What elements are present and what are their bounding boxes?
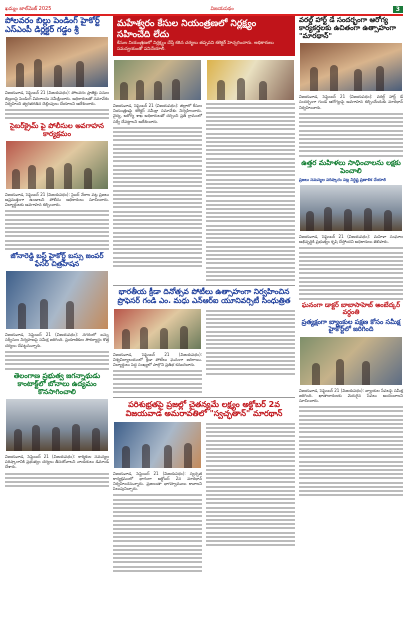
- article-cybercrime: విజయవాడ, సెప్టెంబర్ 21 (విజయపథం): సైబర్ నేరాల పట్ల ప్రజలు అప్రమత్తంగా ఉండాలని పోలీసు అధికారులు సూచించారు. విద్యార్థులకు అవగాహన కల్పించారు.: [5, 191, 109, 208]
- caption-women: ప్రజలు సమస్యల పరిష్కారం పట్ల నిర్ధిష్ట ప్రణాళిక చేయాలి: [299, 176, 387, 182]
- headline-swachhata: పరిశుభ్రతపై ప్రజల్లో చైతన్యమే లక్ష్యం అక్టోబర్ 2వ విజయవాడ అమరావతిలో "స్వచ్ఛతాన్" మారథాన్: [125, 400, 283, 419]
- photo-collector-meeting: [113, 59, 202, 101]
- headline-ambedkar: ఘనంగా డాక్టర్ బాబాసాహెబ్ అంబేద్కర్ వర్ధంతి: [301, 300, 401, 317]
- column-left: [5, 16, 109, 624]
- article-sports: విజయవాడ, సెప్టెంబర్ 21 (విజయపథం): విశ్వవిద్యాలయంలో క్రీడా పోటీలు ఘనంగా జరిగాయి. విద్యార్థులు పెద్ద సంఖ్యలో పాల్గొని ప్రతిభ కనబరిచారు.: [113, 351, 202, 367]
- headline-banks: ప్రత్యక్షంగా బ్యాంకుల పక్షణ కోసం సమీక్ష హైకోర్ట్‌లో జరిగింది: [301, 317, 401, 334]
- photo-meeting: [5, 36, 109, 88]
- photo-banks: [299, 336, 403, 386]
- article-swachhata: విజయవాడ, సెప్టెంబర్ 21 (విజయపథం): స్వచ్ఛత కార్యక్రమంలో భాగంగా అక్టోబర్ 2న మారథాన్ నిర్వహించనున్నారు. ప్రజలంతా భాగస్వాములు కావాలని పిలుపునిచ్చారు.: [113, 470, 202, 492]
- photo-sports: [113, 308, 202, 350]
- photo-marathon: [113, 421, 202, 469]
- headline-sports-day: భారతీయ క్రీడా దినోత్సవ పోటీలు ఉత్సాహంగా నిర్వహించిన ప్రొఫెసర్ గండి ఎం. మధు ఎన్‌ఆర్‌ఐ యూనివర్సిటీ సింధుత్రిత: [117, 287, 291, 305]
- photo-workers: [5, 398, 109, 452]
- headline-bus: జోనారెడ్డి బస్ట్ హైకోర్ట్ బస్సు జంపర్ ఫేసర్ చిత్రహేషన: [10, 252, 104, 269]
- headline-polavaram: పోలవరం బిల్లు పెండింగ్ హైకోర్ట్ ఎస్‌ఎంపీ డిర్లక్టర్ గడ్డం శ్రీ: [5, 16, 100, 35]
- photo-officials: [206, 59, 295, 101]
- headline-cybercrime: సైబర్‌క్రైమ్ పై పోలీసుల అవగాహన కార్యక్రమం: [10, 121, 104, 138]
- photo-heart-day: [299, 42, 403, 92]
- page-number: 3: [393, 6, 403, 13]
- banner-headline: మహేశ్వరం కేసుల నియంత్రణలో నిర్లక్ష్యం సహించేది లేదు: [117, 19, 257, 40]
- article-polavaram: విజయవాడ, సెప్టెంబర్ 21 (విజయపథం): పోలవరం ప్రాజెక్టు పనుల బిల్లులపై పెండింగ్ వివరాలను సమీక్షించారు. అధికారులతో సమావేశం నిర్వహించి త్వరితగతిన చెల్లింపులు చేయాలని ఆదేశించారు.: [5, 90, 109, 106]
- column-right: [299, 16, 403, 624]
- article-bus: విజయవాడ, సెప్టెంబర్ 21 (విజయపథం): నగరంలో బస్సు సర్వీసుల నిర్వహణపై సమీక్ష జరిగింది. ప్రయాణికుల సౌకర్యార్థం కొత్త చర్యలు చేపట్టనున్నారు.: [5, 332, 109, 348]
- headline-telangana: తెలంగాణ ప్రభుత్వ జగన్నాథుడు కాంటాక్ట్‌లో బోనాలు ఉద్యమం కొనసాగించాలి: [13, 371, 101, 396]
- photo-women: [299, 184, 403, 232]
- headline-heart-day: వరల్డ్ హార్ట్ డే సందర్భంగా ఆరోగ్య కార్యకర్తలకు ఉచితంగా ఉత్సాహంగా "మారథాన్": [299, 16, 396, 41]
- headline-women: ఉత్తర మహిళలు సాధించాలను లక్షకు పెంచాలి: [301, 158, 401, 175]
- masthead-title: విజయపథం: [210, 5, 234, 12]
- masthead-date: ఖమ్మం జాల్‌మెజ్ 2025: [5, 5, 52, 12]
- article-heart-day: విజయవాడ, సెప్టెంబర్ 21 (విజయపథం): వరల్డ్ హార్ట్ డే సందర్భంగా గుండె ఆరోగ్యంపై అవగాహన కల్పించేందుకు మారథాన్ నిర్వహించారు.: [299, 94, 403, 110]
- banner-story: [113, 16, 295, 56]
- photo-students: [5, 140, 109, 190]
- banner-subhead: కేసుల నియంత్రణలో నిర్లక్ష్యం చేస్తే కఠిన చర్యలు తప్పవని కలెక్టర్ హెచ్చరించారు. అధికారులు సమన్వయంతో పనిచేయాలి.: [117, 41, 274, 52]
- masthead: [5, 4, 403, 16]
- photo-bus-event: [5, 270, 109, 330]
- column-center: [113, 16, 295, 624]
- article-telangana: విజయవాడ, సెప్టెంబర్ 21 (విజయపథం): కార్మికుల సమస్యల పరిష్కారానికి ప్రభుత్వం చర్యలు తీసుకోవాలని నాయకులు డిమాండ్ చేశారు.: [5, 453, 109, 470]
- article-collector: విజయవాడ, సెప్టెంబర్ 21 (విజయపథం): జిల్లాలో కేసుల నియంత్రణపై కలెక్టర్ సమీక్షా సమావేశం నిర్వహించారు. వైద్య, ఆరోగ్య శాఖ అధికారులతో చర్చించి ప్రతి గ్రామంలో సర్వే చేపట్టాలని ఆదేశించారు.: [113, 103, 202, 124]
- article-banks: విజయవాడ, సెప్టెంబర్ 21 (విజయపథం): బ్యాంకుల సేవలపై సమీక్ష జరిగింది. ఖాతాదారులకు మెరుగైన సేవలు అందించాలని సూచించారు.: [299, 387, 403, 404]
- article-women: విజయవాడ, సెప్టెంబర్ 21 (విజయపథం): మహిళా సంఘాల అభివృద్ధికి ప్రభుత్వం కృషి చేస్తోందని అధికారులు తెలిపారు.: [299, 233, 403, 245]
